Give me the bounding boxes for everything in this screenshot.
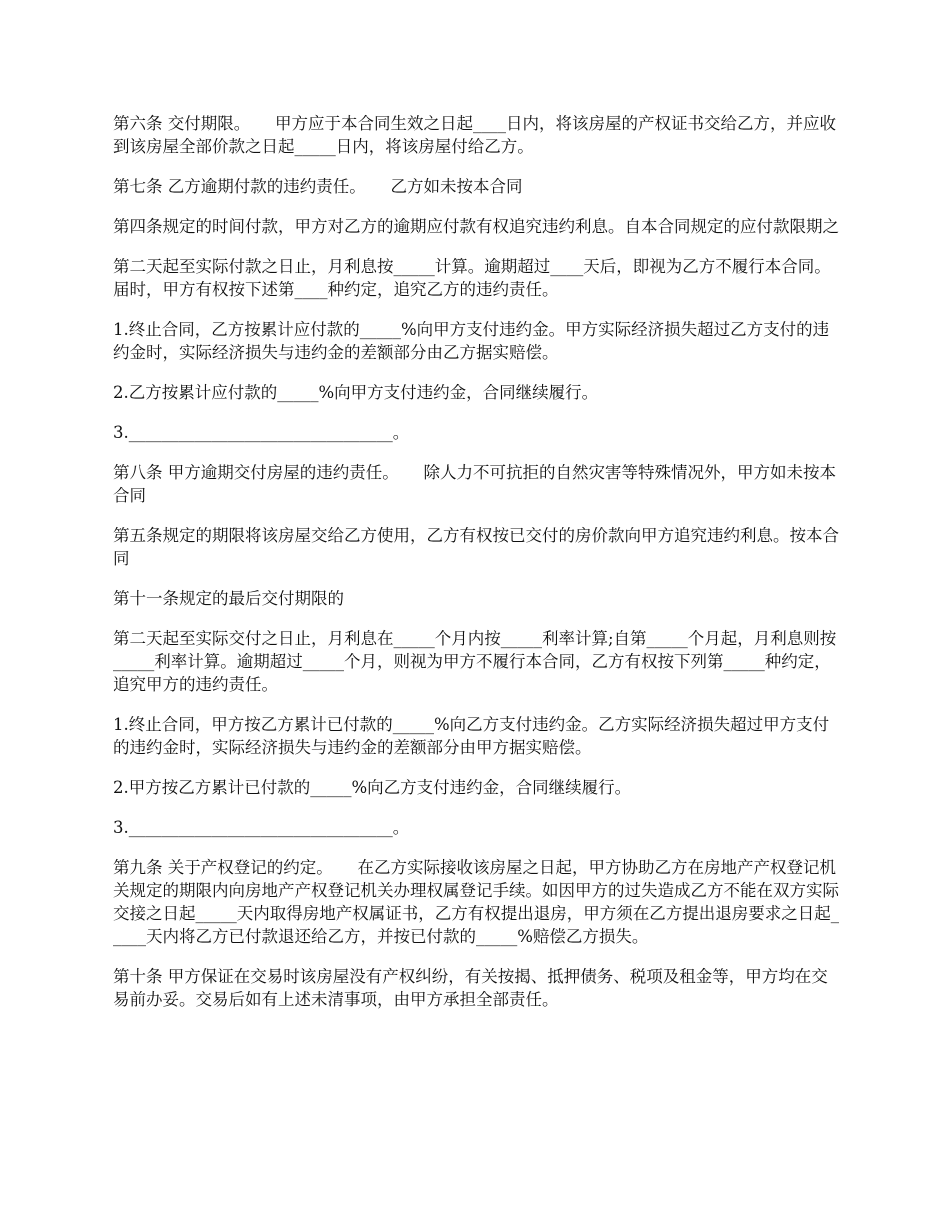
article-7-clause-2: 2.乙方按累计应付款的_____%向甲方支付违约金，合同继续履行。	[113, 383, 599, 402]
article-8-heading: 第八条 甲方逾期交付房屋的违约责任。 除人力不可抗拒的自然灾害等特殊情况外，甲方如未按本合同	[113, 463, 836, 505]
article-9-title-registration: 第九条 关于产权登记的约定。 在乙方实际接收该房屋之日起，甲方协助乙方在房地产产权登记机关规定的期限内向房地产产权登记机关办理权属登记手续。如因甲方的过失造成乙方不能在双方实际交接之日起_____天内取得房地产权属证书，乙方有权提出退房，甲方须在乙方提出退房要求之日起_____天内将乙方已付款退还给乙方，并按已付款的_____%赔偿乙方损失。	[113, 858, 839, 946]
article-6-delivery-period: 第六条 交付期限。 甲方应于本合同生效之日起____日内，将该房屋的产权证书交给乙方，并应收到该房屋全部价款之日起_____日内，将该房屋付给乙方。	[113, 114, 836, 156]
article-7-heading: 第七条 乙方逾期付款的违约责任。 乙方如未按本合同	[113, 177, 523, 196]
article-7-paragraph: 第二天起至实际付款之日止，月利息按_____计算。逾期超过____天后，即视为乙方不履行本合同。届时，甲方有权按下述第____种约定，追究乙方的违约责任。	[113, 257, 831, 299]
article-8-clause-1: 1.终止合同，甲方按乙方累计已付款的_____%向乙方支付违约金。乙方实际经济损失超过甲方支付的违约金时，实际经济损失与违约金的差额部分由甲方据实赔偿。	[113, 715, 830, 757]
article-10-guarantee: 第十条 甲方保证在交易时该房屋没有产权纠纷，有关按揭、抵押债务、税项及租金等，甲方均在交易前办妥。交易后如有上述未清事项，由甲方承担全部责任。	[113, 967, 828, 1009]
article-8-paragraph: 第五条规定的期限将该房屋交给乙方使用，乙方有权按已交付的房价款向甲方追究违约利息。按本合同	[113, 526, 839, 568]
article-8-clause-3: 3.________________________________。	[113, 818, 410, 837]
article-8-clause-2: 2.甲方按乙方累计已付款的_____%向乙方支付违约金，合同继续履行。	[113, 778, 632, 797]
article-8-paragraph: 第二天起至实际交付之日止，月利息在_____个月内按_____利率计算;自第_____个月起，月利息则按_____利率计算。逾期超过_____个月，则视为甲方不履行本合同，乙方有权按下列第_____种约定，追究甲方的违约责任。	[113, 629, 837, 694]
article-7-paragraph: 第四条规定的时间付款，甲方对乙方的逾期应付款有权追究违约利息。自本合同规定的应付款限期之	[113, 217, 839, 236]
document-body	[113, 112, 843, 1028]
article-7-clause-3: 3.________________________________。	[113, 423, 410, 442]
article-8-paragraph: 第十一条规定的最后交付期限的	[113, 589, 344, 608]
article-7-clause-1: 1.终止合同，乙方按累计应付款的_____%向甲方支付违约金。甲方实际经济损失超过乙方支付的违约金时，实际经济损失与违约金的差额部分由乙方据实赔偿。	[113, 320, 830, 362]
